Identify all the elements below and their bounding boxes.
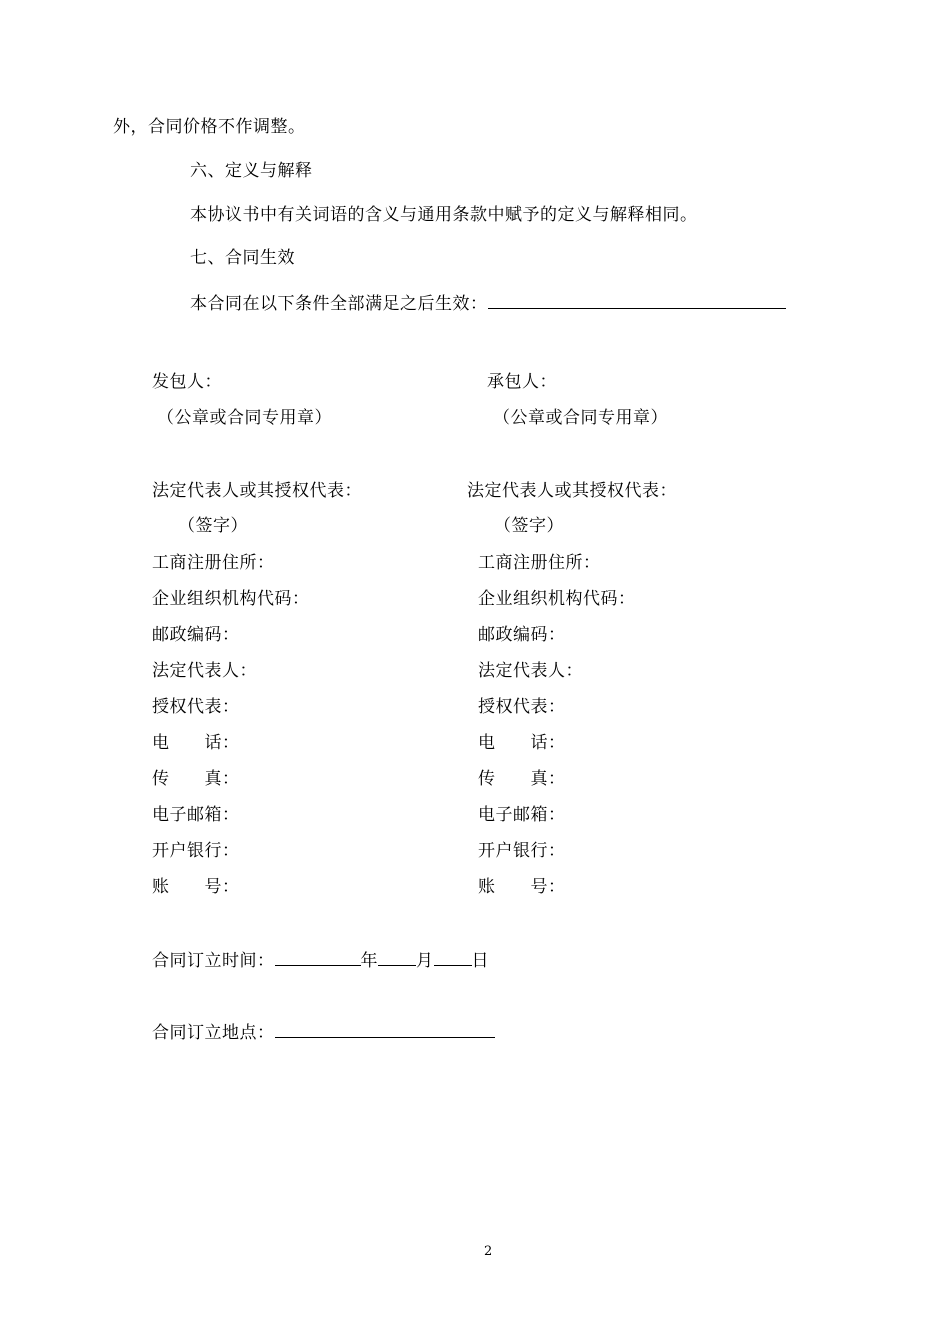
employer-address: 工商注册住所： xyxy=(152,553,275,573)
employer-seal: （公章或合同专用章） xyxy=(157,408,332,428)
employer-phone: 电 话： xyxy=(152,733,240,753)
section6-heading: 六、定义与解释 xyxy=(190,161,313,181)
place-blank[interactable] xyxy=(275,1019,495,1038)
contractor-postal: 邮政编码： xyxy=(478,625,566,645)
section7-text-row xyxy=(190,290,786,316)
signing-place-label: 合同订立地点： xyxy=(152,1023,275,1043)
section7-text: 本合同在以下条件全部满足之后生效： xyxy=(190,294,488,314)
month-label: 月 xyxy=(416,951,434,971)
contractor-legal-rep: 法定代表人： xyxy=(478,661,583,681)
employer-sign: （签字） xyxy=(178,516,248,536)
continuation-line: 外，合同价格不作调整。 xyxy=(113,117,306,137)
page-number: 2 xyxy=(484,1244,493,1259)
employer-fax: 传 真： xyxy=(152,769,240,789)
employer-postal: 邮政编码： xyxy=(152,625,240,645)
signing-place-row xyxy=(152,1019,495,1045)
employer-bank: 开户银行： xyxy=(152,841,240,861)
employer-legal-rep: 法定代表人： xyxy=(152,661,257,681)
employer-account: 账 号： xyxy=(152,877,240,897)
year-blank[interactable] xyxy=(275,947,361,966)
employer-title: 发包人： xyxy=(152,372,222,392)
employer-rep: 法定代表人或其授权代表： xyxy=(152,481,362,501)
year-label: 年 xyxy=(360,951,378,971)
contractor-address: 工商注册住所： xyxy=(478,553,601,573)
contractor-bank: 开户银行： xyxy=(478,841,566,861)
contractor-rep: 法定代表人或其授权代表： xyxy=(467,481,677,501)
employer-email: 电子邮箱： xyxy=(152,805,240,825)
contractor-org-code: 企业组织机构代码： xyxy=(478,589,636,609)
contractor-phone: 电 话： xyxy=(478,733,566,753)
signing-date-row xyxy=(152,947,489,973)
effective-conditions-blank[interactable] xyxy=(488,290,786,309)
contractor-account: 账 号： xyxy=(478,877,566,897)
employer-auth-rep: 授权代表： xyxy=(152,697,240,717)
employer-org-code: 企业组织机构代码： xyxy=(152,589,310,609)
day-label: 日 xyxy=(471,951,489,971)
signing-date-label: 合同订立时间： xyxy=(152,951,275,971)
contractor-auth-rep: 授权代表： xyxy=(478,697,566,717)
contractor-title: 承包人： xyxy=(487,372,557,392)
contractor-seal: （公章或合同专用章） xyxy=(493,408,668,428)
section6-text: 本协议书中有关词语的含义与通用条款中赋予的定义与解释相同。 xyxy=(190,205,698,225)
contractor-fax: 传 真： xyxy=(478,769,566,789)
section7-heading: 七、合同生效 xyxy=(190,248,295,268)
contractor-sign: （签字） xyxy=(494,516,564,536)
month-blank[interactable] xyxy=(378,947,416,966)
contractor-email: 电子邮箱： xyxy=(478,805,566,825)
day-blank[interactable] xyxy=(434,947,472,966)
